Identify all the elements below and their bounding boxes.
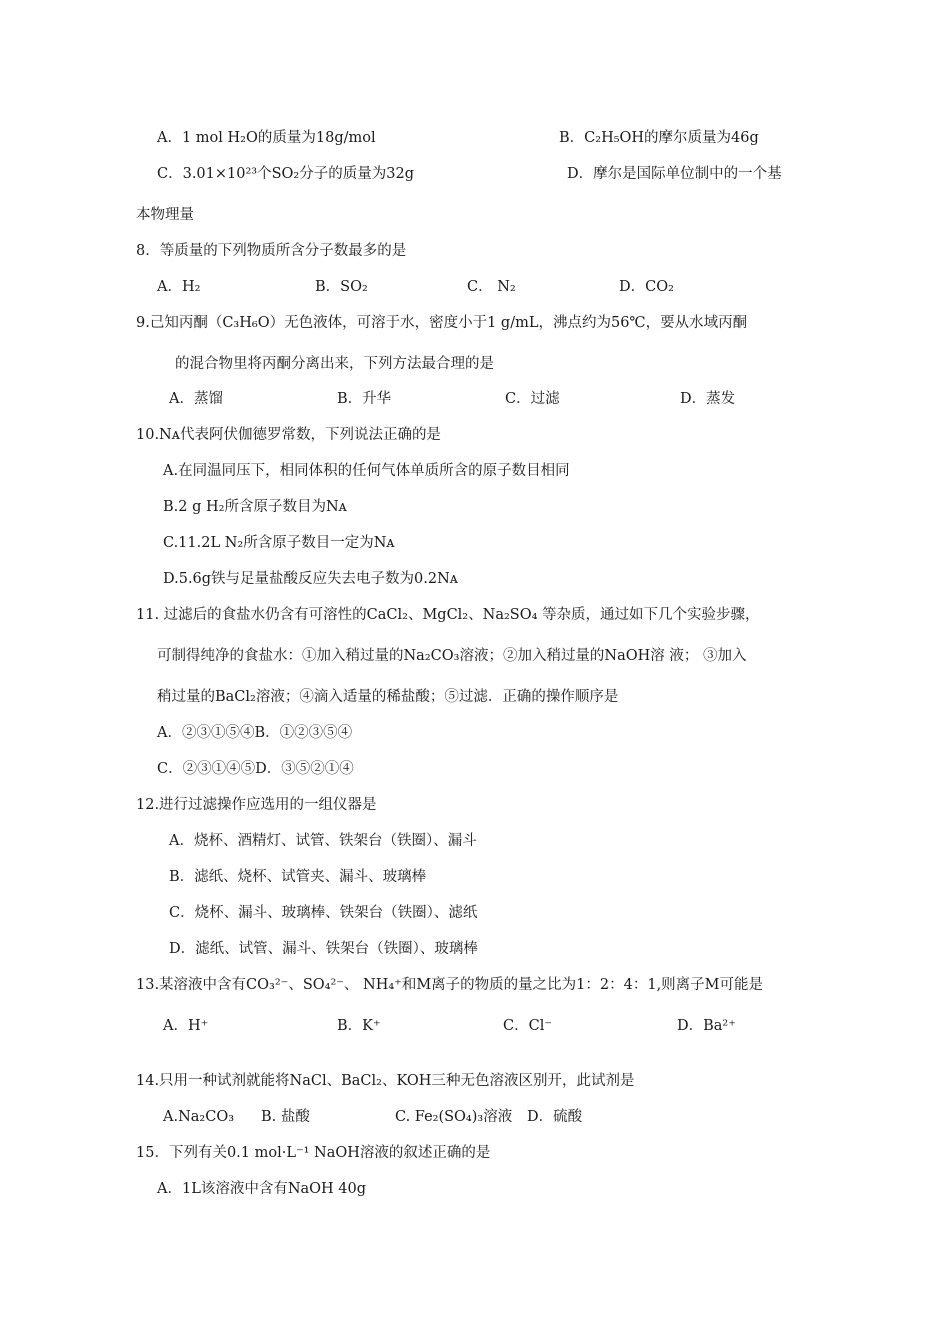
q14-option-d: D．硫酸 (527, 1109, 583, 1125)
q7-option-d-continuation: 本物理量 (136, 207, 194, 223)
q11-options-cd: C．②③①④⑤D．③⑤②①④ (157, 761, 354, 777)
q7-option-a: A．1 mol H₂O的质量为18g/mol (157, 130, 376, 146)
q13-option-b: B．K⁺ (337, 1018, 381, 1034)
q8-stem: 8．等质量的下列物质所含分子数最多的是 (136, 243, 407, 259)
q13-stem: 13.某溶液中含有CO₃²⁻、SO₄²⁻、 NH₄⁺和M离子的物质的量之比为1：2：4：1,则离子M可能是 (136, 977, 764, 993)
q14-option-a: A.Na₂CO₃ (163, 1109, 235, 1125)
q9-option-b: B．升华 (337, 391, 392, 407)
q9-stem-line-2: 的混合物里将丙酮分离出来，下列方法最合理的是 (175, 356, 494, 372)
q11-stem-line-1: 11. 过滤后的食盐水仍含有可溶性的CaCl₂、MgCl₂、Na₂SO₄ 等杂质，通过如下几个实验步骤， (136, 607, 760, 623)
q10-option-b: B.2 g H₂所含原子数目为Nᴀ (163, 499, 347, 515)
q9-option-d: D．蒸发 (680, 391, 736, 407)
q15-stem: 15．下列有关0.1 mol·L⁻¹ NaOH溶液的叙述正确的是 (136, 1145, 491, 1161)
q12-stem: 12.进行过滤操作应选用的一组仪器是 (136, 797, 377, 813)
q7-option-d: D．摩尔是国际单位制中的一个基 (567, 166, 782, 182)
q13-option-a: A．H⁺ (163, 1018, 209, 1034)
q12-option-c: C．烧杯、漏斗、玻璃棒、铁架台（铁圈）、滤纸 (169, 905, 478, 921)
q9-option-c: C．过滤 (505, 391, 560, 407)
q15-option-a: A．1L该溶液中含有NaOH 40g (157, 1181, 367, 1197)
q12-option-d: D．滤纸、试管、漏斗、铁架台（铁圈）、玻璃棒 (169, 941, 478, 957)
q10-option-c: C.11.2L N₂所含原子数目一定为Nᴀ (163, 535, 395, 551)
q14-option-c: C. Fe₂(SO₄)₃溶液 (395, 1109, 513, 1125)
q8-option-a: A．H₂ (157, 279, 201, 295)
q13-option-d: D．Ba²⁺ (677, 1018, 736, 1034)
q8-option-c: C． N₂ (467, 279, 516, 295)
q8-option-d: D．CO₂ (619, 279, 674, 295)
q10-stem: 10.Nᴀ代表阿伏伽德罗常数，下列说法正确的是 (136, 427, 441, 443)
q14-option-b: B. 盐酸 (261, 1109, 310, 1125)
q7-option-c: C．3.01×10²³个SO₂分子的质量为32g (157, 166, 414, 182)
q12-option-a: A．烧杯、酒精灯、试管、铁架台（铁圈）、漏斗 (169, 833, 477, 849)
q10-option-a: A.在同温同压下，相同体积的任何气体单质所含的原子数目相同 (163, 463, 570, 479)
q11-options-ab: A．②③①⑤④B．①②③⑤④ (157, 725, 353, 741)
q8-option-b: B．SO₂ (315, 279, 368, 295)
q11-stem-line-2: 可制得纯净的食盐水：①加入稍过量的Na₂CO₃溶液；②加入稍过量的NaOH溶 液； ③加入 (157, 648, 747, 664)
q10-option-d: D.5.6g铁与足量盐酸反应失去电子数为0.2Nᴀ (163, 571, 458, 587)
q11-stem-line-3: 稍过量的BaCl₂溶液；④滴入适量的稀盐酸；⑤过滤．正确的操作顺序是 (157, 689, 619, 705)
q13-option-c: C．Cl⁻ (503, 1018, 552, 1034)
q9-option-a: A．蒸馏 (169, 391, 223, 407)
q12-option-b: B．滤纸、烧杯、试管夹、漏斗、玻璃棒 (169, 869, 427, 885)
q14-stem: 14.只用一种试剂就能将NaCl、BaCl₂、KOH三种无色溶液区别开，此试剂是 (136, 1073, 635, 1089)
q9-stem-line-1: 9.己知丙酮（C₃H₆O）无色液体，可溶于水，密度小于1 g/mL，沸点约为56℃，要从水域丙酮 (136, 315, 748, 331)
q7-option-b: B．C₂H₅OH的摩尔质量为46g (559, 130, 759, 146)
